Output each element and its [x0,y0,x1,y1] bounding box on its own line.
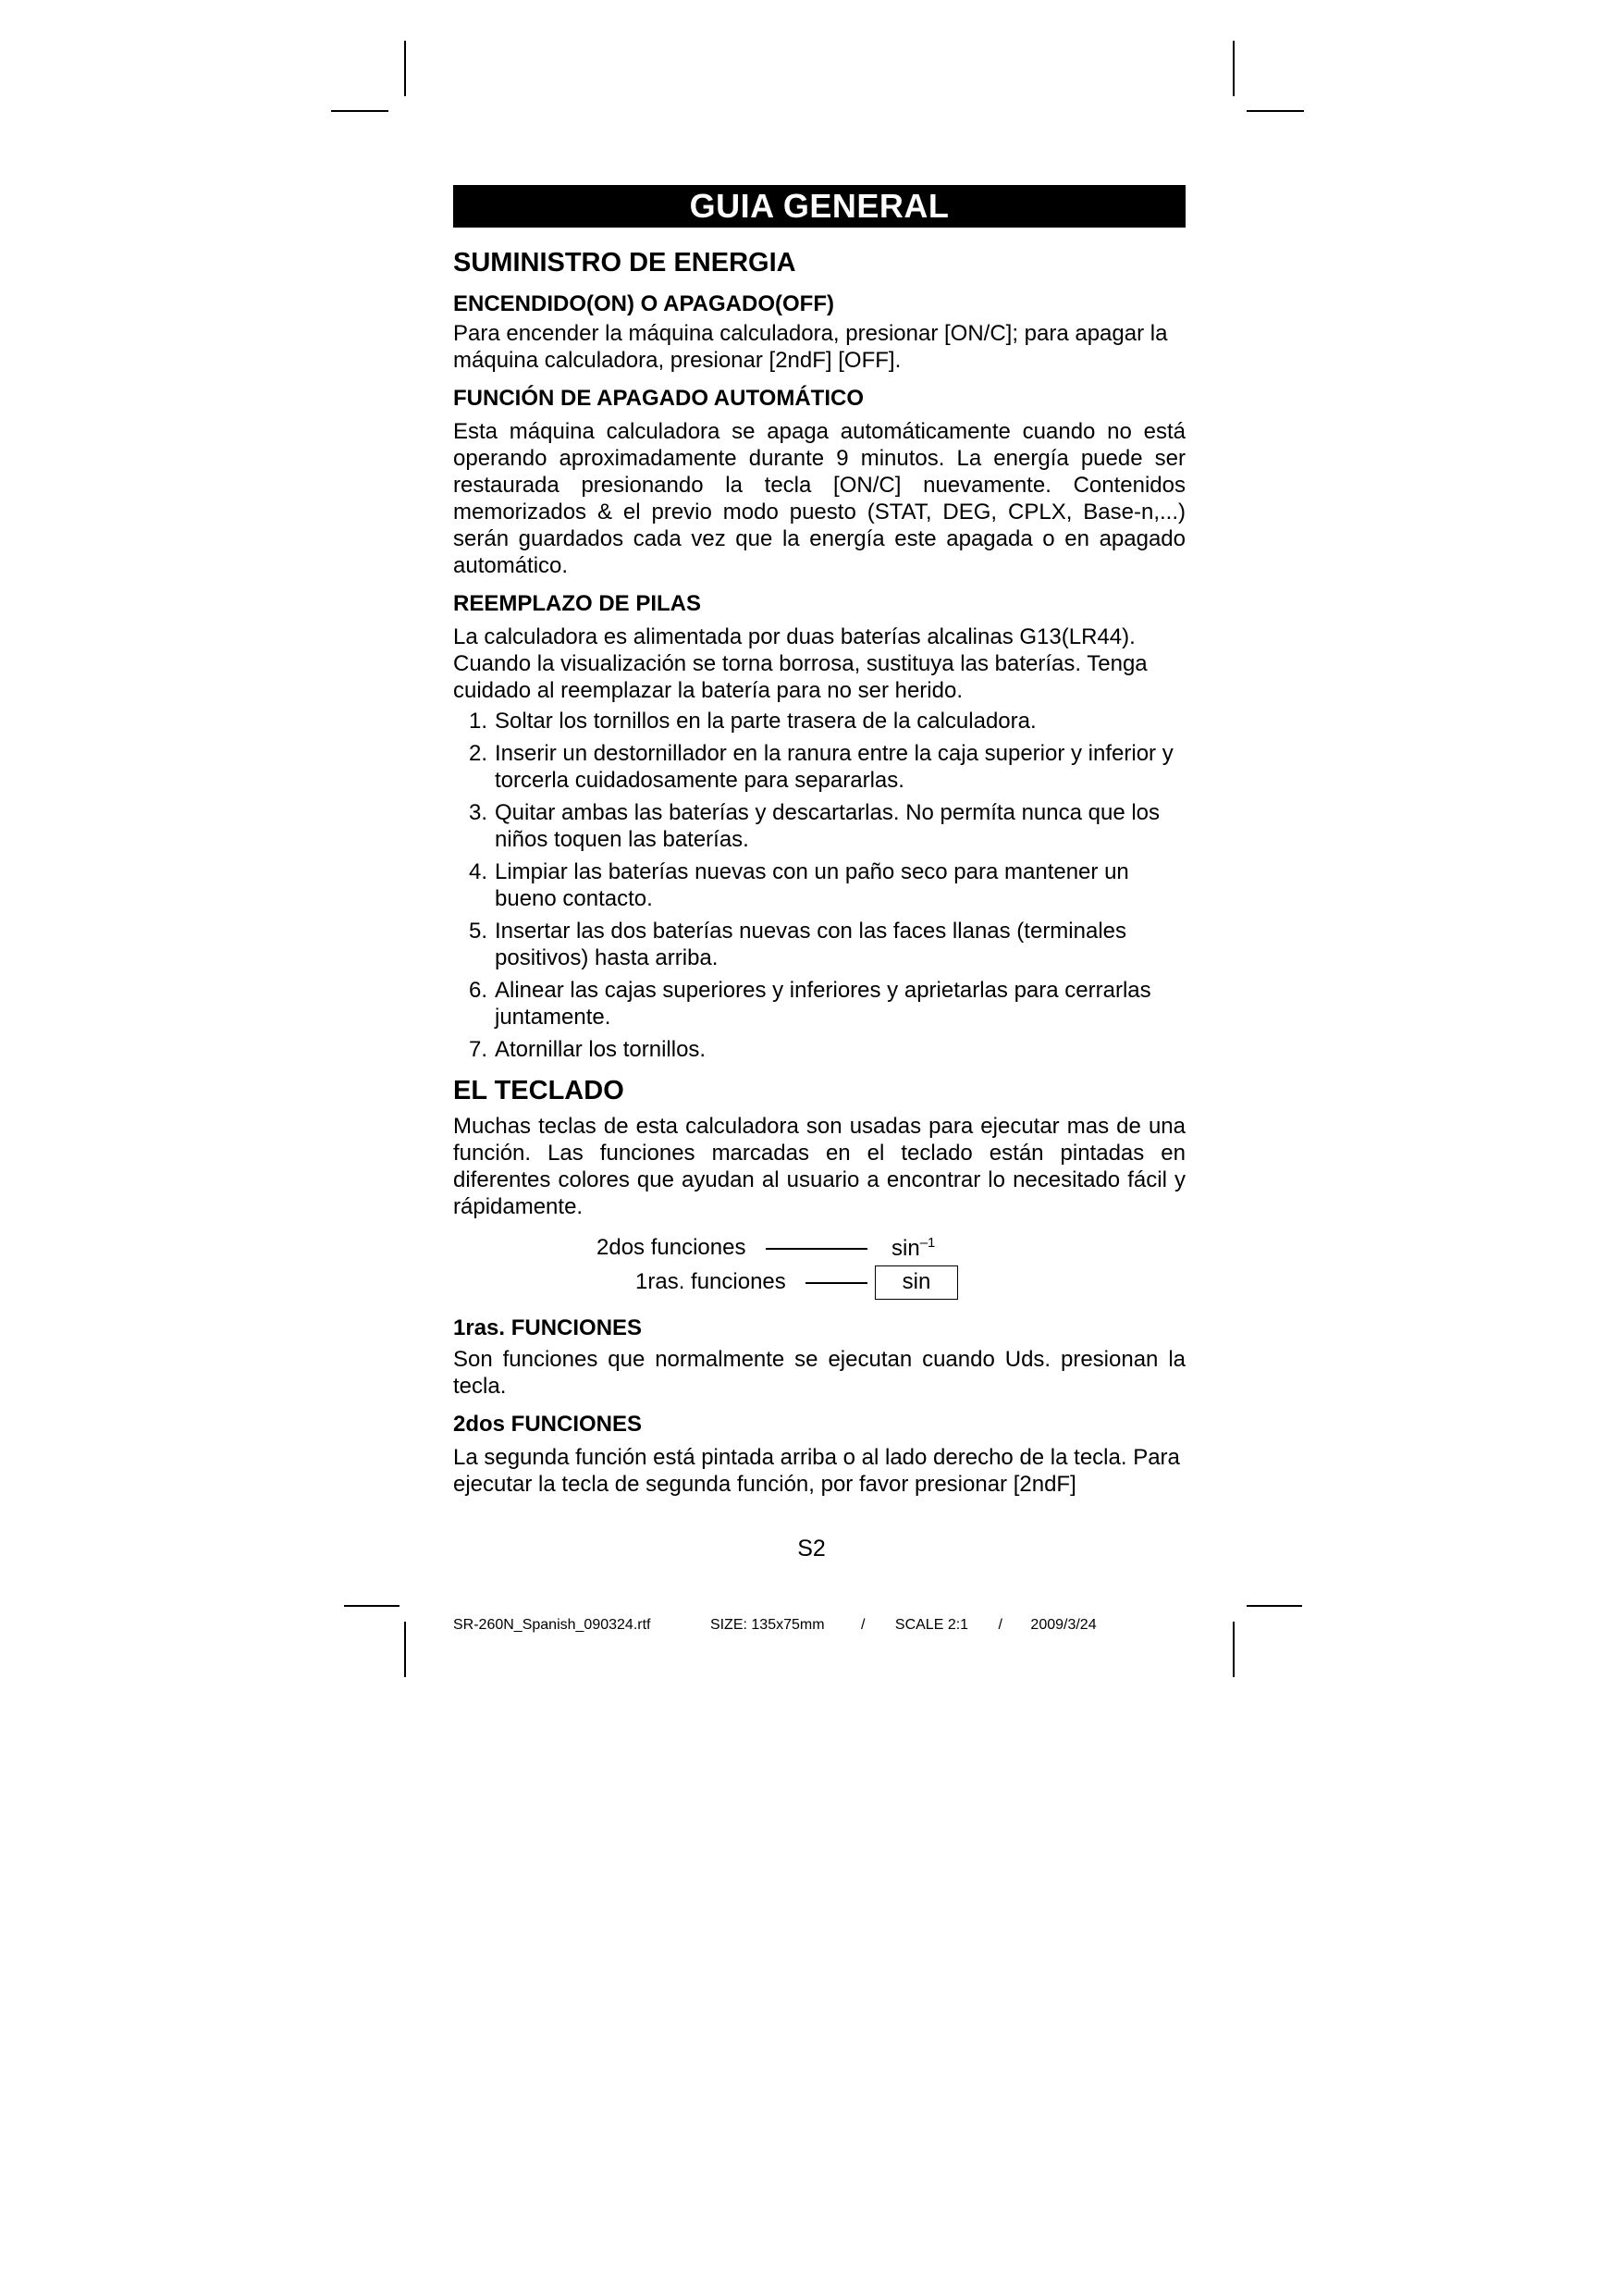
page-content [453,185,1186,1498]
footer-scale: SCALE 2:1 [894,1617,969,1633]
crop-mark-top-left-vertical [404,41,406,96]
key-function-diagram [453,1226,1186,1302]
first-functions-heading: 1ras. FUNCIONES [453,1315,643,1340]
battery-text: La calculadora es alimentada por duas baterías alcalinas G13(LR44). Cuando la visualización se torna borrosa, sustituya las baterías. Tenga cuidado al reemplazar la batería para no ser herido. [453,624,1148,703]
crop-mark-bottom-left-vertical [404,1622,406,1677]
first-functions-leader-line [805,1282,867,1284]
list-item: 7. Atornillar los tornillos. [469,1037,707,1062]
list-item: 5. Insertar las dos baterías nuevas con las faces llanas (terminales positivos) hasta arriba. [469,919,1127,970]
second-functions-text: La segunda función está pintada arriba o al lado derecho de la tecla. Para ejecutar la tecla de segunda función, por favor presionar [2ndF] [453,1445,1180,1497]
footer-size: SIZE: 135x75mm [709,1617,825,1633]
second-functions-leader-line [766,1248,867,1250]
second-functions-heading: 2dos FUNCIONES [453,1412,643,1437]
list-item: 4. Limpiar las baterías nuevas con un paño seco para mantener un bueno contacto. [469,859,1129,911]
footer-separator: / [998,1617,1002,1633]
sin-key: sin [875,1265,958,1300]
auto-off-text: Esta máquina calculadora se apaga automáticamente cuando no está operando aproximadamente durante 9 minutos. La energía puede ser restaurada presionando la tecla [ON/C] nuevamente. Contenidos memorizados & el previo modo puesto (STAT, DEG, CPLX, Base-n,...) serán guardados cada vez que la energía este apagada o en apagado automático. [453,419,1186,578]
crop-mark-bottom-right-horizontal [1247,1605,1302,1607]
crop-mark-top-right-horizontal [1247,110,1304,112]
keyboard-heading: EL TECLADO [453,1076,624,1105]
list-item: 3. Quitar ambas las baterías y descartarlas. No permíta nunca que los niños toquen las baterías. [469,800,1161,852]
footer-date: 2009/3/24 [1030,1617,1097,1633]
battery-steps [453,708,1186,1063]
list-item: 1. Soltar los tornillos en la parte trasera de la calculadora. [469,709,1037,734]
crop-mark-top-right-vertical [1233,41,1235,96]
second-functions-label: 2dos funciones [596,1235,746,1260]
page-number: S2 [797,1536,826,1562]
on-off-heading: ENCENDIDO(ON) O APAGADO(OFF) [453,291,834,316]
crop-mark-top-left-horizontal [331,110,388,112]
battery-heading: REEMPLAZO DE PILAS [453,591,702,616]
second-key-legend: $\sin^{-1}$ [891,1235,936,1261]
keyboard-intro: Muchas teclas de esta calculadora son usadas para ejecutar mas de una función. Las funciones marcadas en el teclado están pintadas en diferentes colores que ayudan al usuario a encontrar lo necesitado fácil y rápidamente. [453,1114,1186,1219]
footer-filename: SR-260N_Spanish_090324.rtf [453,1617,651,1633]
power-supply-heading: SUMINISTRO DE ENERGIA [453,248,796,278]
footer-separator: / [861,1617,866,1633]
crop-mark-bottom-right-vertical [1233,1622,1235,1677]
print-footer [453,1617,1097,1634]
list-item: 6. Alinear las cajas superiores y inferiores y aprietarlas para cerrarlas juntamente. [469,978,1151,1030]
auto-off-heading: FUNCIÓN DE APAGADO AUTOMÁTICO [453,386,864,411]
crop-mark-bottom-left-horizontal [344,1605,400,1607]
first-functions-text: Son funciones que normalmente se ejecutan cuando Uds. presionan la tecla. [453,1347,1186,1399]
on-off-text: Para encender la máquina calculadora, presionar [ON/C]; para apagar la máquina calculadora, presionar [2ndF] [OFF]. [453,321,1168,373]
list-item: 2. Inserir un destornillador en la ranura entre la caja superior y inferior y torcerla cuidadosamente para separarlas. [469,741,1174,793]
first-functions-label: 1ras. funciones [635,1269,786,1294]
section-banner: GUIA GENERAL [453,185,1186,228]
